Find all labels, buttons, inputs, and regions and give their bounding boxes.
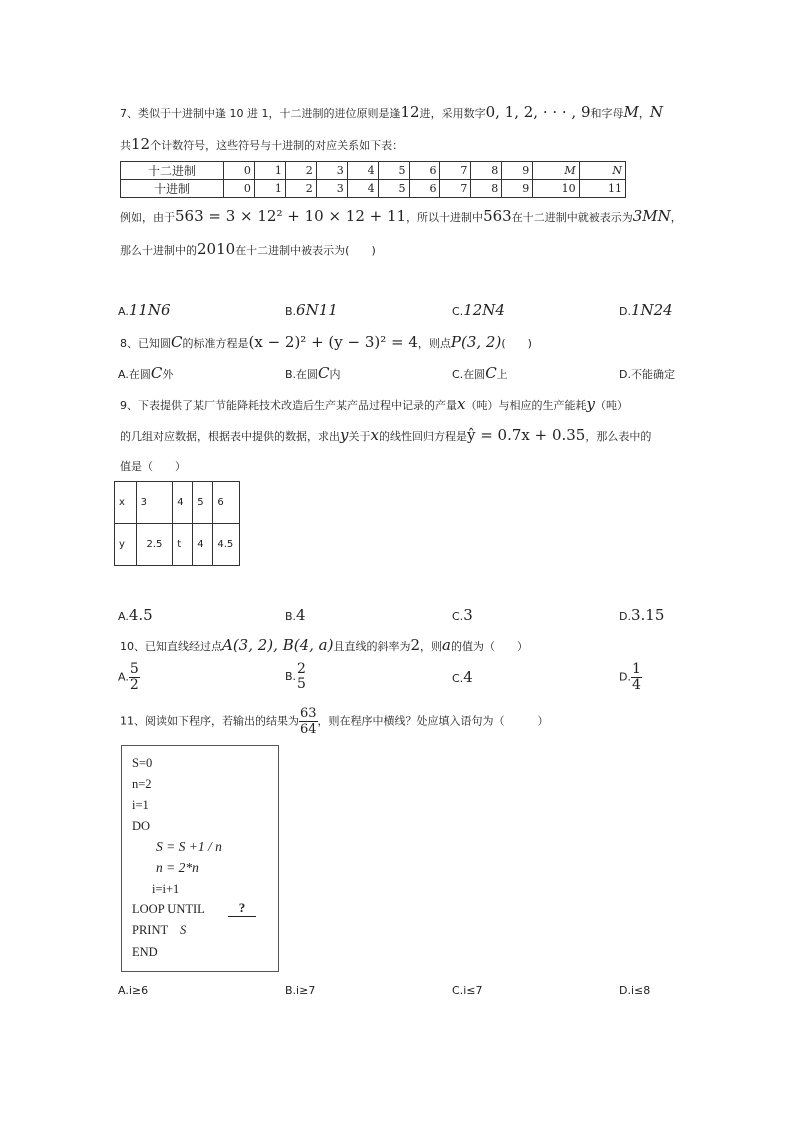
fraction xyxy=(296,662,307,692)
q10-option-b[interactable] xyxy=(285,662,307,692)
table-cell: 5 xyxy=(378,180,409,198)
option-letter: B. xyxy=(285,984,297,997)
table-cell: 5 xyxy=(378,162,409,180)
code-line: S=0 xyxy=(132,756,153,770)
q8-option-c[interactable] xyxy=(452,364,508,382)
q7-math: 3MN xyxy=(632,207,671,225)
option-letter: B. xyxy=(285,670,297,683)
q7-text: 共 xyxy=(120,139,131,152)
option-math: C xyxy=(318,364,330,382)
regression-data-table xyxy=(114,481,240,566)
option-text: 在圆 xyxy=(463,368,486,381)
fraction-denominator: 4 xyxy=(631,677,641,693)
q8-text: ，则点 xyxy=(417,337,451,350)
fraction-denominator: 64 xyxy=(300,722,317,737)
q10-text: 的值为（ ） xyxy=(450,640,528,653)
table-header: 十进制 xyxy=(121,180,224,198)
q10-option-d[interactable] xyxy=(619,662,642,693)
option-value: i≥7 xyxy=(296,984,316,997)
q9-math: x xyxy=(370,426,379,444)
q10-stem xyxy=(120,636,528,654)
q8-math: C xyxy=(171,333,183,351)
q11-option-c[interactable] xyxy=(452,984,482,997)
q9-text: 值是（ ） xyxy=(120,460,186,473)
table-cell: 2 xyxy=(285,162,316,180)
q7-text: 在十二进制中被表示为( ) xyxy=(235,244,376,257)
q9-text: 的线性回归方程是 xyxy=(378,430,467,443)
table-cell: N xyxy=(579,162,625,180)
option-value: 11N6 xyxy=(128,301,171,319)
q9-math: y xyxy=(586,395,595,413)
option-letter: B. xyxy=(285,368,297,381)
option-letter: B. xyxy=(285,610,297,623)
q7-text: 个计数符号，这些符号与十进制的对应关系如下表： xyxy=(150,139,404,152)
option-letter: D. xyxy=(619,610,631,623)
q7-text: 那么十进制中的 xyxy=(120,244,197,257)
fraction-denominator: 2 xyxy=(129,677,139,693)
q9-option-a[interactable] xyxy=(118,606,153,624)
base-conversion-table xyxy=(120,161,626,198)
code-line: DO xyxy=(132,819,151,833)
q8-stem xyxy=(120,333,532,351)
table-cell: 2 xyxy=(285,180,316,198)
table-cell: 9 xyxy=(502,180,533,198)
q11-text: ，则在程序中横线？处应填入语句为（ ） xyxy=(317,714,549,728)
option-math: C xyxy=(150,364,163,382)
q9-line1 xyxy=(120,395,628,413)
option-letter: C. xyxy=(452,984,464,997)
table-row xyxy=(121,162,626,180)
q9-option-b[interactable] xyxy=(285,606,306,624)
q10-math: A(3, 2), B(4, a) xyxy=(222,636,334,654)
q8-math: P(3, 2) xyxy=(450,333,502,351)
q7-text: 和字母 xyxy=(590,107,624,120)
program-code-box xyxy=(121,745,279,972)
q9-math: ŷ = 0.7x + 0.35 xyxy=(466,426,586,444)
q7-line1 xyxy=(120,103,663,121)
q10-text: 10、已知直线经过点 xyxy=(120,640,222,653)
q11-text: 11、阅读如下程序，若输出的结果为 xyxy=(120,714,299,728)
option-letter: C. xyxy=(452,610,464,623)
q10-option-c[interactable] xyxy=(452,668,473,686)
table-cell: M xyxy=(533,162,579,180)
table-cell: t xyxy=(173,524,193,566)
table-cell: 3 xyxy=(316,162,347,180)
q10-math: 2 xyxy=(410,636,420,654)
option-letter: A. xyxy=(118,610,129,623)
code-line: n = 2*n xyxy=(156,860,199,875)
q8-text: 的标准方程是 xyxy=(182,337,249,350)
fraction-numerator: 5 xyxy=(129,661,139,677)
table-row xyxy=(115,482,240,524)
q9-option-d[interactable] xyxy=(619,606,664,624)
option-value: 3.15 xyxy=(630,606,665,624)
option-letter: B. xyxy=(285,305,297,318)
q9-line3 xyxy=(120,458,186,474)
table-cell: 4 xyxy=(193,524,213,566)
option-text: 不能确定 xyxy=(630,368,675,381)
q7-text: ， xyxy=(638,107,650,120)
q8-option-b[interactable] xyxy=(285,364,341,382)
q7-math: 12 xyxy=(400,103,420,121)
q7-option-a[interactable] xyxy=(118,301,171,319)
q9-text: （吨）与相应的生产能耗 xyxy=(465,399,587,412)
option-math: C xyxy=(485,364,497,382)
q7-text: 7、类似于十进制中逢 10 进 1，十二进制的进位原则是逢 xyxy=(120,107,401,120)
table-cell: 4 xyxy=(173,482,193,524)
option-text: 在圆 xyxy=(128,368,151,381)
q7-example xyxy=(120,207,682,225)
option-value: 4 xyxy=(463,668,473,686)
option-text: 上 xyxy=(496,368,508,381)
fraction-numerator: 63 xyxy=(300,706,317,721)
table-cell: 1 xyxy=(254,162,285,180)
q8-text: ( ) xyxy=(501,337,532,350)
option-letter: C. xyxy=(452,672,464,685)
fraction xyxy=(129,662,140,693)
q9-text: 关于 xyxy=(348,430,371,443)
q7-text: 在十二进制中就被表示为 xyxy=(511,211,633,224)
option-letter: A. xyxy=(118,368,129,381)
code-line: S = S +1 / n xyxy=(156,839,222,854)
code-line: END xyxy=(132,945,158,959)
q11-option-a[interactable] xyxy=(118,984,148,997)
fraction-numerator: 2 xyxy=(297,661,306,677)
q8-math: (x − 2)² + (y − 3)² = 4 xyxy=(248,333,418,351)
table-cell: 9 xyxy=(502,162,533,180)
table-cell: 8 xyxy=(471,180,502,198)
fraction xyxy=(299,706,318,737)
table-cell: 1 xyxy=(254,180,285,198)
q7-math: M xyxy=(623,103,639,121)
table-cell: 6 xyxy=(409,180,440,198)
q7-option-d[interactable] xyxy=(619,301,673,319)
table-cell: 4 xyxy=(347,162,378,180)
q7-text: ，所以十进制中 xyxy=(406,211,484,224)
code-line: i=1 xyxy=(132,798,149,812)
code-line: n=2 xyxy=(132,777,152,791)
table-header: y xyxy=(115,524,137,566)
q7-math: 2010 xyxy=(197,240,236,258)
q7-option-c[interactable] xyxy=(452,301,505,319)
code-blank: ? xyxy=(228,900,256,917)
option-text: 在圆 xyxy=(296,368,319,381)
table-cell: 4.5 xyxy=(213,524,240,566)
option-letter: C. xyxy=(452,368,464,381)
table-cell: 11 xyxy=(579,180,625,198)
table-row xyxy=(115,524,240,566)
q9-text: （吨） xyxy=(594,399,628,412)
option-value: 12N4 xyxy=(463,301,505,319)
table-header: x xyxy=(115,482,137,524)
q8-option-d[interactable] xyxy=(619,366,675,382)
table-row xyxy=(121,180,626,198)
table-cell: 7 xyxy=(440,180,471,198)
q7-ask xyxy=(120,240,376,258)
q9-text: ，那么表中的 xyxy=(585,430,652,443)
code-line: LOOP UNTIL xyxy=(132,902,205,916)
q11-option-b[interactable] xyxy=(285,984,315,997)
option-value: 1N24 xyxy=(630,301,673,319)
table-cell: 3 xyxy=(136,482,173,524)
q10-text: ，则 xyxy=(420,640,442,653)
q7-text: 进，采用数字 xyxy=(419,107,486,120)
q7-line2 xyxy=(120,135,403,153)
option-letter: D. xyxy=(619,368,631,381)
table-cell: 0 xyxy=(224,162,255,180)
option-value: 6N11 xyxy=(296,301,338,319)
q10-option-a[interactable] xyxy=(118,662,140,693)
option-value: i≤7 xyxy=(463,984,483,997)
option-letter: C. xyxy=(452,305,464,318)
q8-option-a[interactable] xyxy=(118,364,173,382)
q9-text: 的几组对应数据，根据表中提供的数据，求出 xyxy=(120,430,340,443)
q9-line2 xyxy=(120,426,651,444)
table-cell: 2.5 xyxy=(136,524,173,566)
option-value: 4 xyxy=(296,606,306,624)
table-cell: 8 xyxy=(471,162,502,180)
option-value: 4.5 xyxy=(128,606,153,624)
fraction-numerator: 1 xyxy=(631,661,641,677)
code-line: i=i+1 xyxy=(152,882,180,896)
table-cell: 6 xyxy=(409,162,440,180)
q8-text: 8、已知圆 xyxy=(120,337,171,350)
table-cell: 10 xyxy=(533,180,579,198)
table-cell: 5 xyxy=(193,482,213,524)
option-letter: D. xyxy=(619,670,631,684)
option-letter: D. xyxy=(619,984,631,997)
q7-text: ， xyxy=(670,211,682,224)
q10-math: a xyxy=(442,636,451,654)
q9-math: y xyxy=(340,426,349,444)
option-value: 3 xyxy=(463,606,473,624)
q11-option-d[interactable] xyxy=(619,984,650,997)
option-value: i≤8 xyxy=(630,984,651,997)
table-cell: 0 xyxy=(224,180,255,198)
option-text: 外 xyxy=(162,368,174,381)
table-header: 十二进制 xyxy=(121,162,224,180)
q7-option-b[interactable] xyxy=(285,301,338,319)
option-letter: A. xyxy=(118,670,129,684)
table-cell: 3 xyxy=(316,180,347,198)
option-value: i≥6 xyxy=(128,984,149,997)
code-line: S xyxy=(180,923,187,937)
q7-text: 例如，由于 xyxy=(120,211,175,224)
option-letter: D. xyxy=(619,305,631,318)
table-cell: 7 xyxy=(440,162,471,180)
q7-math: 12 xyxy=(131,135,151,153)
q7-math: N xyxy=(649,103,663,121)
q9-option-c[interactable] xyxy=(452,606,473,624)
q10-text: 且直线的斜率为 xyxy=(333,640,411,653)
option-letter: A. xyxy=(118,305,129,318)
fraction-denominator: 5 xyxy=(297,676,306,692)
q7-math: 563 xyxy=(483,207,512,225)
table-cell: 4 xyxy=(347,180,378,198)
option-letter: A. xyxy=(118,984,129,997)
q7-math: 563 = 3 × 12² + 10 × 12 + 11 xyxy=(175,207,407,225)
q9-text: 9、下表提供了某厂节能降耗技术改造后生产某产品过程中记录的产量 xyxy=(120,399,457,412)
q11-stem xyxy=(120,706,549,737)
code-line: PRINT xyxy=(132,923,169,937)
q9-math: x xyxy=(457,395,466,413)
table-cell: 6 xyxy=(213,482,240,524)
q7-math: 0, 1, 2, · · · , 9 xyxy=(485,103,591,121)
fraction xyxy=(631,662,642,693)
option-text: 内 xyxy=(329,368,341,381)
